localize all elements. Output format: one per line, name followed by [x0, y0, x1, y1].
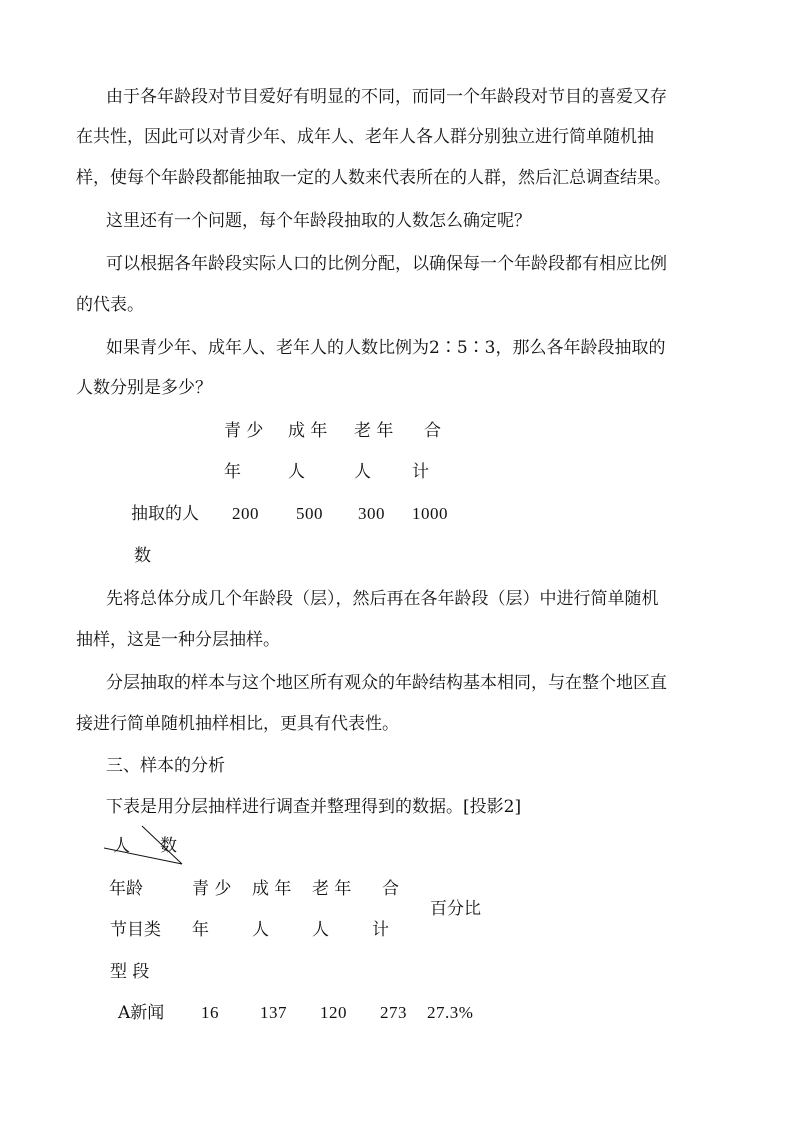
table2-header-adult: 成 年: [252, 879, 292, 899]
table1-row-label-2: 数: [134, 546, 151, 566]
table2-value-percent: 27.3%: [427, 1003, 474, 1022]
table1-header-adult: 成 年: [288, 421, 328, 441]
table2-header-percent: 百分比: [430, 899, 481, 919]
section-heading: 三、样本的分析: [106, 756, 225, 776]
paragraph-3-line-1: 可以根据各年龄段实际人口的比例分配，以确保每一个年龄段都有相应比例: [106, 254, 667, 274]
paragraph-6-line-2: 接进行简单随机抽样相比，更具有代表性。: [76, 714, 399, 734]
paragraph-5-line-2: 抽样，这是一种分层抽样。: [76, 630, 280, 650]
table1-row-label: 抽取的人: [131, 504, 199, 524]
table2-header-total-2: 计: [372, 920, 389, 940]
paragraph-1-line-3: 样，使每个年龄段都能抽取一定的人数来代表所在的人群，然后汇总调查结果。: [76, 168, 671, 188]
paragraph-7: 下表是用分层抽样进行调查并整理得到的数据。[投影2]: [106, 797, 522, 817]
table2-value-youth: 16: [201, 1003, 219, 1022]
paragraph-6-line-1: 分层抽取的样本与这个地区所有观众的年龄结构基本相同，与在整个地区直: [106, 673, 667, 693]
table2-header-elder: 老 年: [312, 879, 352, 899]
table2-value-elder: 120: [320, 1003, 347, 1022]
table1-header-total-2: 计: [412, 462, 429, 482]
table2-corner-type: 型 段: [110, 962, 150, 982]
table1-header-adult-2: 人: [288, 462, 305, 482]
table2-header-adult-2: 人: [252, 920, 269, 940]
table2-corner-age: 年龄: [109, 879, 143, 899]
table2-corner-program: 节目类: [110, 920, 161, 940]
table1-header-elder-2: 人: [354, 462, 371, 482]
table1-value-total: 1000: [412, 504, 448, 523]
paragraph-4-line-2: 人数分别是多少？: [76, 378, 212, 398]
table2-value-total: 273: [380, 1003, 407, 1022]
table2-value-adult: 137: [260, 1003, 287, 1022]
table2-header-youth: 青 少: [192, 879, 232, 899]
table2-header-total: 合: [382, 879, 399, 899]
table1-header-youth-2: 年: [224, 462, 241, 482]
table1-header-total: 合: [424, 421, 441, 441]
table2-corner-count: 数: [160, 836, 177, 856]
table1-header-youth: 青 少: [224, 421, 264, 441]
table2-header-elder-2: 人: [312, 920, 329, 940]
paragraph-1-line-1: 由于各年龄段对节目爱好有明显的不同，而同一个年龄段对节目的喜爱又存: [106, 87, 667, 107]
paragraph-1-line-2: 在共性，因此可以对青少年、成年人、老年人各人群分别独立进行简单随机抽: [76, 127, 654, 147]
table2-header-youth-2: 年: [192, 920, 209, 940]
table2-row-label: A新闻: [118, 1003, 165, 1023]
table1-value-youth: 200: [232, 504, 259, 523]
table2-corner-people: 人: [113, 836, 130, 856]
paragraph-5-line-1: 先将总体分成几个年龄段（层），然后再在各年龄段（层）中进行简单随机: [106, 589, 659, 609]
table1-value-adult: 500: [296, 504, 323, 523]
table1-value-elder: 300: [358, 504, 385, 523]
paragraph-4-line-1: 如果青少年、成年人、老年人的人数比例为2∶5∶3，那么各年龄段抽取的: [106, 338, 666, 358]
table1-header-elder: 老 年: [354, 421, 394, 441]
paragraph-2: 这里还有一个问题，每个年龄段抽取的人数怎么确定呢？: [106, 211, 531, 231]
paragraph-3-line-2: 的代表。: [76, 295, 144, 315]
